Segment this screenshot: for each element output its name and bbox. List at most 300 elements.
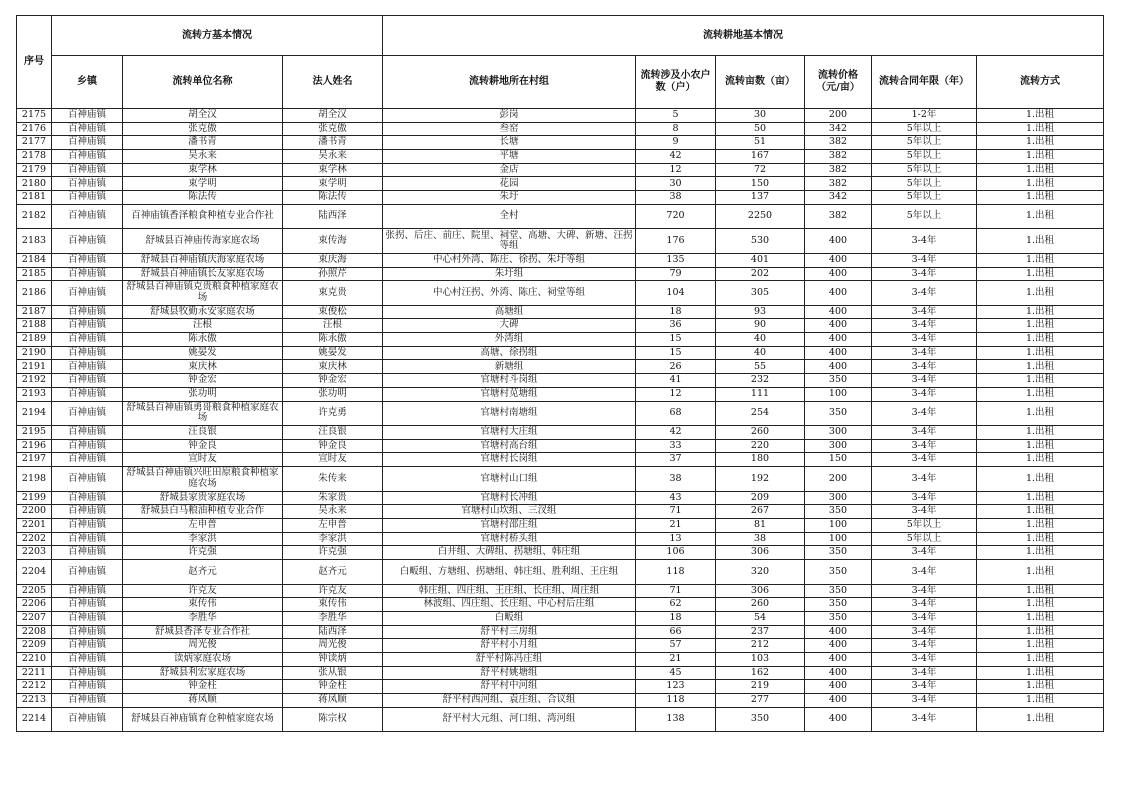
table-row	[17, 584, 1104, 598]
cell-unit-name: 舒城县香泽专业合作社	[123, 625, 283, 639]
cell-households: 9	[636, 136, 716, 150]
cell-town: 百神庙镇	[52, 319, 123, 333]
cell-unit-name: 舒城县利宏家庭农场	[123, 666, 283, 680]
cell-unit-name: 舒城县百神庙传海家庭农场	[123, 229, 283, 254]
cell-method: 1.出租	[977, 532, 1104, 546]
table-row	[17, 122, 1104, 136]
cell-price: 400	[805, 360, 872, 374]
cell-method: 1.出租	[977, 229, 1104, 254]
cell-seq: 2184	[17, 253, 52, 267]
table-row	[17, 652, 1104, 666]
cell-village-group: 林波组、四庄组、长庄组、中心村后庄组	[383, 598, 636, 612]
header-legal-person: 法人姓名	[283, 56, 383, 109]
cell-area: 192	[716, 467, 805, 492]
cell-households: 18	[636, 611, 716, 625]
table-body	[17, 109, 1104, 732]
cell-legal-person: 李胜华	[283, 611, 383, 625]
cell-area: 209	[716, 491, 805, 505]
cell-price: 400	[805, 333, 872, 347]
cell-legal-person: 陈宗权	[283, 707, 383, 732]
cell-seq: 2181	[17, 191, 52, 205]
header-town: 乡镇	[52, 56, 123, 109]
cell-legal-person: 束庆海	[283, 253, 383, 267]
cell-method: 1.出租	[977, 346, 1104, 360]
cell-legal-person: 潘书青	[283, 136, 383, 150]
cell-village-group: 官塘村高台组	[383, 439, 636, 453]
cell-legal-person: 姚晏发	[283, 346, 383, 360]
cell-legal-person: 钟读炳	[283, 652, 383, 666]
cell-method: 1.出租	[977, 467, 1104, 492]
cell-legal-person: 陆西泽	[283, 204, 383, 229]
cell-term: 5年以上	[872, 518, 977, 532]
cell-price: 400	[805, 305, 872, 319]
cell-term: 3-4年	[872, 387, 977, 401]
cell-unit-name: 舒城县百神庙镇育仓种植家庭农场	[123, 707, 283, 732]
cell-price: 300	[805, 439, 872, 453]
cell-legal-person: 钟金柱	[283, 680, 383, 694]
cell-town: 百神庙镇	[52, 639, 123, 653]
cell-method: 1.出租	[977, 374, 1104, 388]
cell-term: 1-2年	[872, 109, 977, 123]
cell-seq: 2208	[17, 625, 52, 639]
cell-legal-person: 吴永来	[283, 150, 383, 164]
header-households: 流转涉及小农户数（户）	[636, 56, 716, 109]
cell-village-group: 官塘村苋塘组	[383, 387, 636, 401]
header-group-transferee: 流转方基本情况	[52, 16, 383, 56]
cell-village-group: 平塘	[383, 150, 636, 164]
cell-price: 342	[805, 122, 872, 136]
cell-price: 150	[805, 453, 872, 467]
cell-town: 百神庙镇	[52, 401, 123, 426]
cell-area: 51	[716, 136, 805, 150]
cell-town: 百神庙镇	[52, 136, 123, 150]
cell-term: 5年以上	[872, 163, 977, 177]
cell-area: 40	[716, 333, 805, 347]
table-row	[17, 707, 1104, 732]
cell-seq: 2207	[17, 611, 52, 625]
cell-village-group: 官塘村山坎组、三汊组	[383, 505, 636, 519]
cell-town: 百神庙镇	[52, 426, 123, 440]
cell-seq: 2199	[17, 491, 52, 505]
cell-unit-name: 许克强	[123, 546, 283, 560]
cell-term: 3-4年	[872, 666, 977, 680]
cell-seq: 2176	[17, 122, 52, 136]
land-transfer-table	[16, 15, 1104, 732]
cell-method: 1.出租	[977, 387, 1104, 401]
cell-town: 百神庙镇	[52, 305, 123, 319]
cell-term: 3-4年	[872, 611, 977, 625]
cell-village-group: 舒平村大元组、河口组、湾河组	[383, 707, 636, 732]
cell-legal-person: 钟金宏	[283, 374, 383, 388]
cell-method: 1.出租	[977, 505, 1104, 519]
table-row	[17, 346, 1104, 360]
cell-households: 71	[636, 584, 716, 598]
table-row	[17, 387, 1104, 401]
cell-unit-name: 读炳家庭农场	[123, 652, 283, 666]
cell-seq: 2177	[17, 136, 52, 150]
table-row	[17, 267, 1104, 281]
cell-price: 350	[805, 611, 872, 625]
cell-seq: 2197	[17, 453, 52, 467]
cell-village-group: 官塘村长冲组	[383, 491, 636, 505]
cell-households: 26	[636, 360, 716, 374]
header-term: 流转合同年限（年）	[872, 56, 977, 109]
cell-area: 212	[716, 639, 805, 653]
cell-term: 3-4年	[872, 333, 977, 347]
cell-seq: 2193	[17, 387, 52, 401]
cell-method: 1.出租	[977, 666, 1104, 680]
table-row	[17, 611, 1104, 625]
cell-town: 百神庙镇	[52, 598, 123, 612]
header-price: 流转价格（元/亩）	[805, 56, 872, 109]
cell-village-group: 官塘村邵庄组	[383, 518, 636, 532]
cell-households: 79	[636, 267, 716, 281]
table-row	[17, 491, 1104, 505]
cell-village-group: 彭岗	[383, 109, 636, 123]
cell-area: 267	[716, 505, 805, 519]
cell-households: 33	[636, 439, 716, 453]
cell-unit-name: 左申普	[123, 518, 283, 532]
cell-households: 15	[636, 346, 716, 360]
cell-method: 1.出租	[977, 191, 1104, 205]
cell-households: 57	[636, 639, 716, 653]
header-seq: 序号	[17, 16, 52, 109]
table-row	[17, 374, 1104, 388]
cell-seq: 2189	[17, 333, 52, 347]
cell-seq: 2183	[17, 229, 52, 254]
cell-method: 1.出租	[977, 267, 1104, 281]
cell-term: 3-4年	[872, 598, 977, 612]
cell-unit-name: 舒城县百神庙镇庆海家庭农场	[123, 253, 283, 267]
cell-price: 400	[805, 267, 872, 281]
cell-legal-person: 陈法传	[283, 191, 383, 205]
cell-town: 百神庙镇	[52, 109, 123, 123]
header-area: 流转亩数（亩）	[716, 56, 805, 109]
cell-village-group: 白井组、大碑组、拐塘组、韩庄组	[383, 546, 636, 560]
cell-seq: 2206	[17, 598, 52, 612]
cell-area: 2250	[716, 204, 805, 229]
cell-town: 百神庙镇	[52, 163, 123, 177]
cell-village-group: 花园	[383, 177, 636, 191]
cell-price: 100	[805, 387, 872, 401]
cell-unit-name: 舒城县百神庙镇克贵粮食种植家庭农场	[123, 281, 283, 306]
cell-households: 176	[636, 229, 716, 254]
cell-village-group: 金店	[383, 163, 636, 177]
cell-town: 百神庙镇	[52, 611, 123, 625]
cell-legal-person: 胡全汉	[283, 109, 383, 123]
cell-area: 202	[716, 267, 805, 281]
cell-area: 54	[716, 611, 805, 625]
cell-term: 3-4年	[872, 560, 977, 585]
cell-town: 百神庙镇	[52, 694, 123, 708]
cell-households: 135	[636, 253, 716, 267]
cell-price: 382	[805, 177, 872, 191]
cell-seq: 2209	[17, 639, 52, 653]
cell-legal-person: 张从银	[283, 666, 383, 680]
cell-village-group: 中心村汪拐、外湾、陈庄、祠堂等组	[383, 281, 636, 306]
cell-area: 180	[716, 453, 805, 467]
table-row	[17, 694, 1104, 708]
cell-seq: 2198	[17, 467, 52, 492]
cell-households: 13	[636, 532, 716, 546]
cell-area: 30	[716, 109, 805, 123]
cell-town: 百神庙镇	[52, 229, 123, 254]
cell-area: 103	[716, 652, 805, 666]
cell-households: 66	[636, 625, 716, 639]
table-row	[17, 401, 1104, 426]
cell-area: 72	[716, 163, 805, 177]
cell-village-group: 舒平村西河组、袁庄组、合议组	[383, 694, 636, 708]
cell-village-group: 叁窑	[383, 122, 636, 136]
cell-method: 1.出租	[977, 150, 1104, 164]
table-row	[17, 253, 1104, 267]
cell-town: 百神庙镇	[52, 505, 123, 519]
cell-price: 342	[805, 191, 872, 205]
cell-price: 200	[805, 109, 872, 123]
cell-village-group: 外湾组	[383, 333, 636, 347]
cell-unit-name: 舒城县百神庙镇勇哥粮食种植家庭农场	[123, 401, 283, 426]
cell-area: 260	[716, 598, 805, 612]
cell-term: 5年以上	[872, 177, 977, 191]
cell-area: 237	[716, 625, 805, 639]
cell-village-group: 官塘村桥头组	[383, 532, 636, 546]
cell-term: 3-4年	[872, 694, 977, 708]
cell-price: 400	[805, 319, 872, 333]
cell-seq: 2195	[17, 426, 52, 440]
cell-area: 306	[716, 584, 805, 598]
cell-area: 254	[716, 401, 805, 426]
cell-households: 36	[636, 319, 716, 333]
cell-village-group: 官塘村斗岗组	[383, 374, 636, 388]
cell-households: 43	[636, 491, 716, 505]
cell-village-group: 全村	[383, 204, 636, 229]
cell-price: 350	[805, 598, 872, 612]
table-row	[17, 639, 1104, 653]
cell-method: 1.出租	[977, 584, 1104, 598]
cell-seq: 2211	[17, 666, 52, 680]
cell-legal-person: 陆西泽	[283, 625, 383, 639]
cell-unit-name: 钟金良	[123, 439, 283, 453]
cell-area: 137	[716, 191, 805, 205]
cell-legal-person: 张克傲	[283, 122, 383, 136]
cell-price: 400	[805, 625, 872, 639]
table-row	[17, 666, 1104, 680]
cell-unit-name: 李家洪	[123, 532, 283, 546]
cell-method: 1.出租	[977, 204, 1104, 229]
cell-unit-name: 陈法传	[123, 191, 283, 205]
cell-term: 3-4年	[872, 467, 977, 492]
cell-seq: 2182	[17, 204, 52, 229]
cell-seq: 2185	[17, 267, 52, 281]
cell-households: 37	[636, 453, 716, 467]
cell-town: 百神庙镇	[52, 374, 123, 388]
header-method: 流转方式	[977, 56, 1104, 109]
cell-households: 41	[636, 374, 716, 388]
cell-legal-person: 朱家贵	[283, 491, 383, 505]
cell-village-group: 舒平村中河组	[383, 680, 636, 694]
cell-legal-person: 孙照芹	[283, 267, 383, 281]
table-row	[17, 467, 1104, 492]
cell-households: 71	[636, 505, 716, 519]
cell-price: 400	[805, 281, 872, 306]
cell-village-group: 官塘村南塘组	[383, 401, 636, 426]
cell-seq: 2213	[17, 694, 52, 708]
cell-households: 118	[636, 560, 716, 585]
cell-area: 40	[716, 346, 805, 360]
cell-unit-name: 陈永傲	[123, 333, 283, 347]
cell-legal-person: 赵齐元	[283, 560, 383, 585]
table-row	[17, 560, 1104, 585]
cell-town: 百神庙镇	[52, 560, 123, 585]
cell-area: 167	[716, 150, 805, 164]
cell-method: 1.出租	[977, 401, 1104, 426]
cell-term: 3-4年	[872, 319, 977, 333]
cell-term: 3-4年	[872, 639, 977, 653]
table-row	[17, 426, 1104, 440]
cell-term: 3-4年	[872, 439, 977, 453]
cell-town: 百神庙镇	[52, 652, 123, 666]
cell-unit-name: 姚晏发	[123, 346, 283, 360]
cell-town: 百神庙镇	[52, 267, 123, 281]
header-unit-name: 流转单位名称	[123, 56, 283, 109]
cell-seq: 2191	[17, 360, 52, 374]
cell-legal-person: 左申普	[283, 518, 383, 532]
cell-seq: 2200	[17, 505, 52, 519]
cell-village-group: 高塘、徐拐组	[383, 346, 636, 360]
cell-unit-name: 束学明	[123, 177, 283, 191]
cell-method: 1.出租	[977, 518, 1104, 532]
cell-price: 350	[805, 505, 872, 519]
table-row	[17, 229, 1104, 254]
cell-seq: 2201	[17, 518, 52, 532]
cell-term: 3-4年	[872, 707, 977, 732]
table-row	[17, 319, 1104, 333]
cell-price: 382	[805, 150, 872, 164]
table-row	[17, 546, 1104, 560]
cell-seq: 2188	[17, 319, 52, 333]
cell-households: 12	[636, 387, 716, 401]
cell-price: 350	[805, 374, 872, 388]
cell-price: 300	[805, 491, 872, 505]
cell-unit-name: 束庆林	[123, 360, 283, 374]
cell-village-group: 朱圩	[383, 191, 636, 205]
cell-unit-name: 钟金宏	[123, 374, 283, 388]
table-row	[17, 598, 1104, 612]
cell-seq: 2190	[17, 346, 52, 360]
cell-price: 382	[805, 136, 872, 150]
cell-seq: 2214	[17, 707, 52, 732]
cell-households: 12	[636, 163, 716, 177]
cell-town: 百神庙镇	[52, 177, 123, 191]
cell-town: 百神庙镇	[52, 204, 123, 229]
cell-term: 3-4年	[872, 253, 977, 267]
cell-method: 1.出租	[977, 611, 1104, 625]
cell-seq: 2205	[17, 584, 52, 598]
cell-unit-name: 李胜华	[123, 611, 283, 625]
cell-village-group: 官塘村山口组	[383, 467, 636, 492]
cell-seq: 2178	[17, 150, 52, 164]
cell-legal-person: 束传海	[283, 229, 383, 254]
cell-price: 400	[805, 680, 872, 694]
cell-town: 百神庙镇	[52, 191, 123, 205]
cell-method: 1.出租	[977, 333, 1104, 347]
cell-unit-name: 舒城县牧勤永安家庭农场	[123, 305, 283, 319]
cell-term: 3-4年	[872, 584, 977, 598]
cell-households: 38	[636, 191, 716, 205]
cell-village-group: 舒平村姚塘组	[383, 666, 636, 680]
cell-term: 5年以上	[872, 191, 977, 205]
cell-legal-person: 周光俊	[283, 639, 383, 653]
cell-price: 350	[805, 584, 872, 598]
cell-unit-name: 许克友	[123, 584, 283, 598]
cell-term: 3-4年	[872, 546, 977, 560]
cell-village-group: 新塘组	[383, 360, 636, 374]
table-row	[17, 439, 1104, 453]
cell-unit-name: 舒城县白马粮油种植专业合作	[123, 505, 283, 519]
cell-town: 百神庙镇	[52, 584, 123, 598]
cell-legal-person: 束俊松	[283, 305, 383, 319]
cell-price: 400	[805, 639, 872, 653]
table-row	[17, 281, 1104, 306]
cell-price: 400	[805, 229, 872, 254]
cell-price: 382	[805, 163, 872, 177]
cell-households: 21	[636, 652, 716, 666]
cell-price: 400	[805, 666, 872, 680]
cell-area: 38	[716, 532, 805, 546]
cell-method: 1.出租	[977, 109, 1104, 123]
cell-village-group: 白畈组、方塘组、拐塘组、韩庄组、胜利组、王庄组	[383, 560, 636, 585]
cell-town: 百神庙镇	[52, 467, 123, 492]
cell-method: 1.出租	[977, 136, 1104, 150]
cell-unit-name: 束传伟	[123, 598, 283, 612]
cell-households: 38	[636, 467, 716, 492]
cell-area: 305	[716, 281, 805, 306]
cell-method: 1.出租	[977, 177, 1104, 191]
cell-town: 百神庙镇	[52, 360, 123, 374]
cell-method: 1.出租	[977, 453, 1104, 467]
cell-term: 3-4年	[872, 680, 977, 694]
cell-term: 5年以上	[872, 204, 977, 229]
cell-town: 百神庙镇	[52, 453, 123, 467]
cell-legal-person: 汪良银	[283, 426, 383, 440]
cell-village-group: 长塘	[383, 136, 636, 150]
cell-area: 50	[716, 122, 805, 136]
cell-term: 3-4年	[872, 229, 977, 254]
cell-term: 3-4年	[872, 305, 977, 319]
cell-unit-name: 张功明	[123, 387, 283, 401]
header-row-columns	[17, 56, 1104, 109]
table-row	[17, 518, 1104, 532]
cell-area: 162	[716, 666, 805, 680]
cell-legal-person: 束传伟	[283, 598, 383, 612]
cell-area: 55	[716, 360, 805, 374]
cell-term: 3-4年	[872, 281, 977, 306]
cell-town: 百神庙镇	[52, 666, 123, 680]
cell-term: 3-4年	[872, 374, 977, 388]
cell-area: 401	[716, 253, 805, 267]
cell-term: 3-4年	[872, 360, 977, 374]
cell-unit-name: 百神庙镇香泽粮食种植专业合作社	[123, 204, 283, 229]
table-row	[17, 109, 1104, 123]
cell-households: 138	[636, 707, 716, 732]
cell-unit-name: 舒城县百神庙镇兴旺田原粮食种植家庭农场	[123, 467, 283, 492]
cell-households: 62	[636, 598, 716, 612]
cell-legal-person: 蒋凤顺	[283, 694, 383, 708]
cell-village-group: 舒平村陈冯庄组	[383, 652, 636, 666]
cell-seq: 2192	[17, 374, 52, 388]
cell-price: 400	[805, 652, 872, 666]
cell-area: 219	[716, 680, 805, 694]
